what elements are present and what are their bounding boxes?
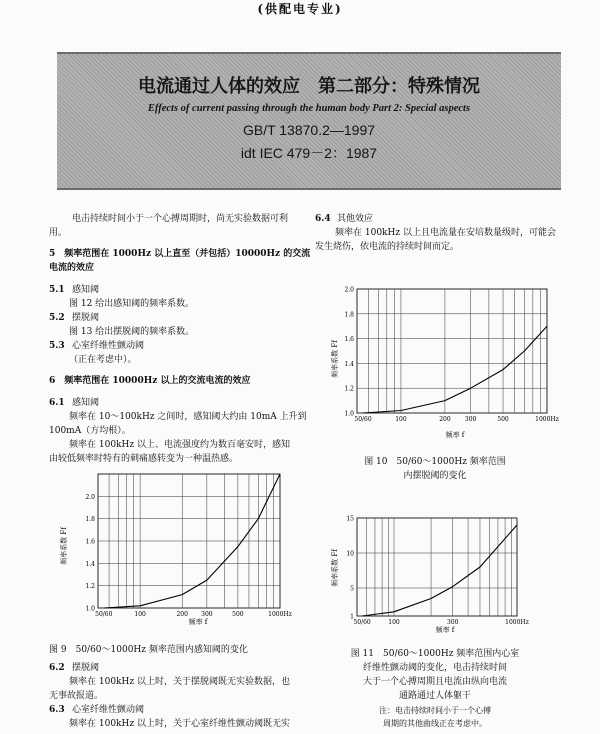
chart-y-axis-label <box>59 526 68 565</box>
fig9-xlabel: 频率 f <box>188 618 208 626</box>
chart-y-axis-label <box>330 339 339 378</box>
figure-11-caption-3: 大于一个心搏周期且电流由纵向电流 <box>362 677 507 687</box>
chart-x-tick-label: 300 <box>446 619 459 626</box>
fig11-ylabel: 频率系数 Ff <box>331 549 339 587</box>
section-5-2-body: 图 13 给出摆脱阈的频率系数。 <box>69 327 195 337</box>
chart-x-tick-label: 100 <box>134 611 146 618</box>
title-zh: 电流通过人体的效应 第二部分：特殊情况 <box>138 76 480 97</box>
chart-x-tick-label: 200 <box>176 611 188 618</box>
section-6-4-num: 6.4 <box>315 214 331 224</box>
chart-series-line <box>363 326 547 413</box>
figure-9-caption: 图 9 50/60～1000Hz 频率范围内感知阈的变化 <box>49 645 248 655</box>
chart-y-tick-label: 1.0 <box>85 605 95 613</box>
chart-y-tick-label: 10 <box>346 550 354 558</box>
chart-x-tick-label: 50/60 <box>354 416 372 423</box>
section-6-2-num: 6.2 <box>49 663 65 673</box>
chart-x-tick-label: 300 <box>201 611 213 618</box>
intro-line-2: 用。 <box>49 228 68 238</box>
fig10-ylabel: 频率系数 Ff <box>331 340 339 378</box>
chart-x-tick-label: 1000Hz <box>505 619 529 626</box>
section-6-1-body-1: 频率在 10～100kHz 之间时，感知阈大约由 10mA 上升到 <box>69 412 307 422</box>
chart-x-tick-label: 100 <box>395 416 407 423</box>
chart-x-tick-label: 500 <box>497 416 509 423</box>
section-6-4-title: 其他效应 <box>337 214 374 224</box>
section-5-1-body: 图 12 给出感知阈的频率系数。 <box>69 299 195 309</box>
section-6-3-num: 6.3 <box>49 705 65 715</box>
section-5-3-num: 5.3 <box>49 341 65 351</box>
fig10-xlabel: 频率 f <box>445 431 465 439</box>
chart-x-tick-label: 1000Hz <box>268 611 292 618</box>
title-en: Effects of current passing through the human body Part 2: Special aspects <box>147 103 471 114</box>
chart-y-tick-label: 1.6 <box>85 538 95 546</box>
chart-y-tick-label: 1.0 <box>344 410 354 418</box>
section-6-1-body-3: 频率在 100kHz 以上、电流强度约为数百毫安时，感知 <box>69 440 290 450</box>
section-5-3-title: 心室纤维性颤动阈 <box>72 341 145 351</box>
figure-10-caption-1: 图 10 50/60～1000Hz 频率范围 <box>364 457 506 467</box>
section-6-3-title: 心室纤维性颤动阈 <box>72 705 145 715</box>
chart-y-tick-label: 2.0 <box>344 286 354 294</box>
chart-x-tick-label: 500 <box>232 611 244 618</box>
section-6-3-body-1: 频率在 100kHz 以上时，关于心室纤维性颤动阈既无实 <box>69 719 290 729</box>
figure-11-caption-4: 通路通过人体躯干 <box>398 691 471 701</box>
chart-frame <box>357 289 547 413</box>
figure-11-note-1: 注：电击持续时间小于一个心搏 <box>379 706 491 715</box>
chart-y-tick-label: 2.0 <box>85 493 95 501</box>
section-5-1-title: 感知阈 <box>72 285 100 295</box>
standard-number: GB/T 13870.2—1997 <box>242 122 376 138</box>
section-6-1-body-4: 由较低频率时特有的刺痛感转变为一种温热感。 <box>49 454 239 464</box>
chart-x-tick-label: 1000Hz <box>535 416 559 423</box>
fig9-ylabel: 频率系数 Ff <box>60 527 68 565</box>
chart-y-tick-label: 1 <box>350 613 354 621</box>
figure-9-chart <box>54 470 292 630</box>
section-6-4-body-2: 发生烧伤，依电流的持续时间而定。 <box>315 242 460 252</box>
chart-x-tick-label: 50/60 <box>95 611 113 618</box>
section-6-2-body-1: 频率在 100kHz 以上时，关于摆脱阈既无实验数据，也 <box>69 677 290 687</box>
chart-x-tick-label: 50/60 <box>353 619 371 626</box>
fig11-xlabel: 频率 f <box>435 626 455 634</box>
intro-line-1: 电击持续时间小于一个心搏周期时，尚无实验数据可利 <box>72 214 289 224</box>
figure-10-caption-2: 内摆脱阈的变化 <box>403 471 467 481</box>
figure-11-caption-2: 纤维性颤动阈的变化，电击持续时间 <box>362 663 507 673</box>
section-6-2-body-2: 无事故报道。 <box>49 691 104 701</box>
chart-x-tick-label: 300 <box>464 416 477 423</box>
section-5-heading-2: 电流的效应 <box>49 263 95 273</box>
section-6-1-num: 6.1 <box>49 398 65 408</box>
title-banner <box>57 52 561 190</box>
section-6-1-title: 感知阈 <box>72 398 100 408</box>
section-5-heading-1: 5 频率范围在 1000Hz 以上直至（并包括）10000Hz 的交流 <box>49 249 311 259</box>
standard-equivalent: idt IEC 479－2：1987 <box>240 145 378 161</box>
section-6-heading: 6 频率范围在 10000Hz 以上的交流电流的效应 <box>49 376 251 386</box>
section-5-2-num: 5.2 <box>49 313 65 323</box>
chart-y-axis-label <box>330 548 339 587</box>
section-5-2-title: 摆脱阈 <box>72 313 100 323</box>
chart-y-tick-label: 1.4 <box>85 560 95 568</box>
chart-y-tick-label: 5 <box>350 585 354 593</box>
chart-y-tick-label: 15 <box>346 515 354 523</box>
chart-x-tick-label: 100 <box>388 619 400 626</box>
chart-y-tick-label: 1.2 <box>85 583 95 591</box>
figure-11-chart <box>325 512 559 636</box>
figure-11-note-2: 周期的其他曲线正在考虑中。 <box>383 719 487 728</box>
chart-frame <box>357 518 517 616</box>
section-6-4-body-1: 频率在 100kHz 以上且电流量在安培数量级时，可能会 <box>335 228 556 238</box>
section-6-1-body-2: 100mA（方均根）。 <box>49 426 131 436</box>
figure-11-caption-1: 图 11 50/60～1000Hz 频率范围内心室 <box>350 649 520 659</box>
header-strip: (供配电专业) <box>257 2 343 16</box>
section-5-1-num: 5.1 <box>49 285 65 295</box>
chart-y-tick-label: 1.8 <box>85 516 95 524</box>
chart-y-tick-label: 1.6 <box>344 336 354 344</box>
section-5-3-body: （正在考虑中）。 <box>69 355 137 365</box>
chart-y-tick-label: 1.8 <box>344 311 354 319</box>
chart-x-tick-label: 200 <box>439 416 451 423</box>
figure-10-chart <box>325 283 559 443</box>
section-6-2-title: 摆脱阈 <box>72 663 100 673</box>
chart-y-tick-label: 1.2 <box>344 385 354 393</box>
chart-series-line <box>362 525 517 616</box>
chart-y-tick-label: 1.4 <box>344 360 354 368</box>
